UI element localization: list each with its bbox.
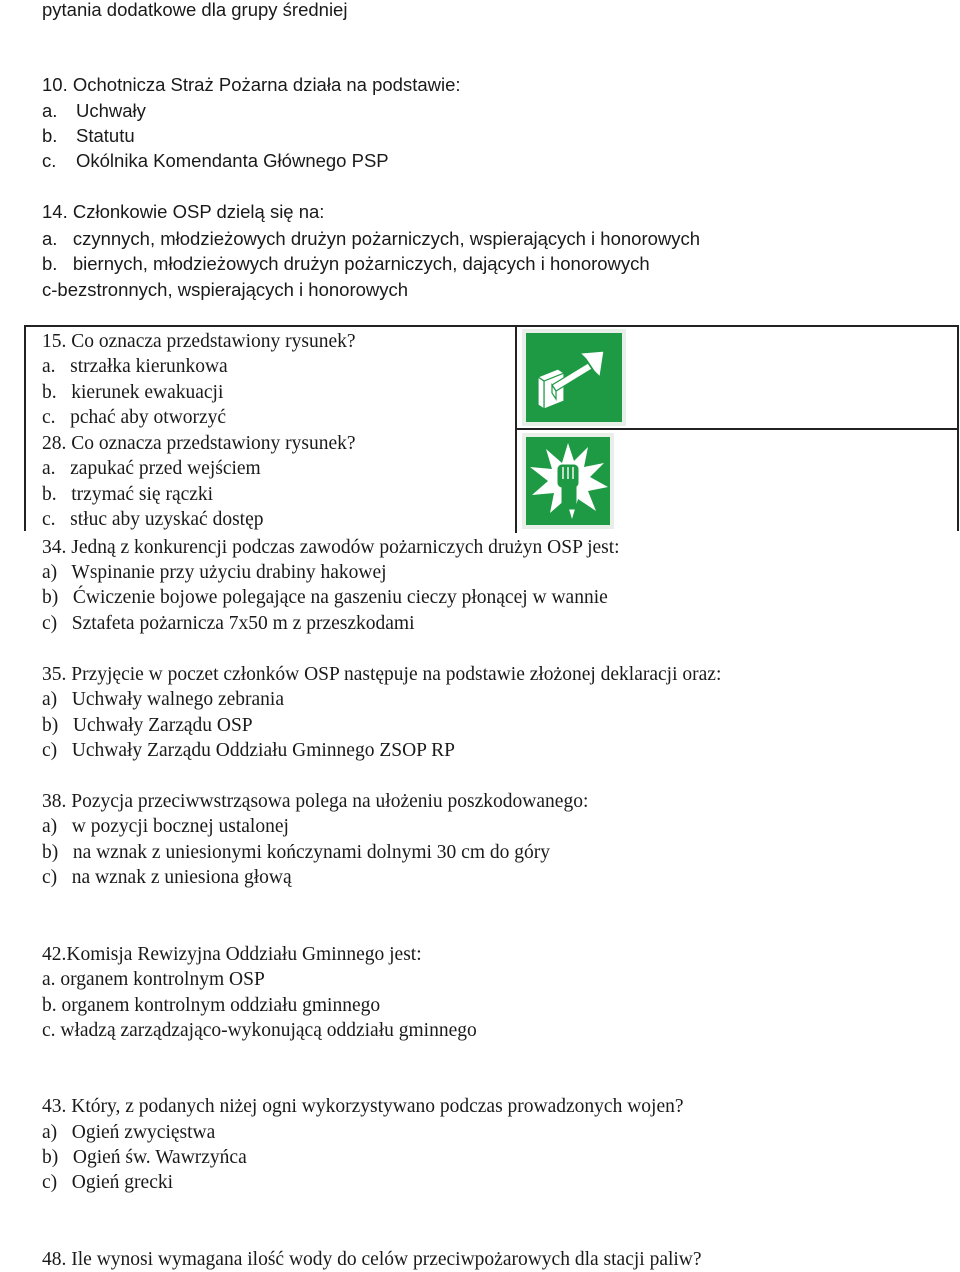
answer-15b: b. kierunek ewakuacji	[42, 382, 224, 403]
answer-28a: a. zapukać przed wejściem	[42, 458, 261, 479]
answer-35a: a) Uchwały walnego zebrania	[42, 689, 285, 710]
break-to-obtain-access-sign-icon	[522, 433, 614, 529]
answer-28c: c. stłuc aby uzyskać dostęp	[42, 509, 264, 530]
answer-35b: b) Uchwały Zarządu OSP	[42, 715, 253, 736]
answer-43c: c) Ogień grecki	[42, 1172, 174, 1193]
answer-14c: c-bezstronnych, wspierających i honorowych	[42, 279, 409, 300]
question-28: 28. Co oznacza przedstawiony rysunek?	[42, 433, 356, 454]
answer-38b: b) na wznak z uniesionymi kończynami dolnymi 30 cm do góry	[42, 842, 550, 863]
table-divider-vertical	[515, 327, 517, 533]
question-38: 38. Pozycja przeciwwstrząsowa polega na ułożeniu poszkodowanego:	[42, 791, 589, 812]
answer-34c: c) Sztafeta pożarnicza 7x50 m z przeszkodami	[42, 613, 415, 634]
question-15: 15. Co oznacza przedstawiony rysunek?	[42, 331, 356, 352]
answer-34b: b) Ćwiczenie bojowe polegające na gaszeniu cieczy płonącej w wannie	[42, 587, 608, 608]
answer-38c: c) na wznak z uniesiona głową	[42, 867, 292, 888]
answer-42a: a. organem kontrolnym OSP	[42, 969, 265, 990]
answer-43a: a) Ogień zwycięstwa	[42, 1122, 216, 1143]
answer-38a: a) w pozycji bocznej ustalonej	[42, 816, 289, 837]
question-34: 34. Jedną z konkurencji podczas zawodów pożarniczych drużyn OSP jest:	[42, 537, 620, 558]
question-42: 42.Komisja Rewizyjna Oddziału Gminnego jest:	[42, 944, 422, 965]
page-header: pytania dodatkowe dla grupy średniej	[42, 0, 348, 20]
answer-10c: c. Okólnika Komendanta Głównego PSP	[42, 150, 389, 171]
answer-14a: a. czynnych, młodzieżowych drużyn pożarniczych, wspierających i honorowych	[42, 228, 701, 249]
answer-14b: b. biernych, młodzieżowych drużyn pożarniczych, dających i honorowych	[42, 253, 650, 274]
answer-10a: a. Uchwały	[42, 100, 146, 121]
answer-43b: b) Ogień św. Wawrzyńca	[42, 1147, 247, 1168]
answer-28b: b. trzymać się rączki	[42, 484, 214, 505]
answer-15c: c. pchać aby otworzyć	[42, 407, 227, 428]
question-35: 35. Przyjęcie w poczet członków OSP następuje na podstawie złożonej deklaracji oraz:	[42, 664, 722, 685]
answer-42c: c. władzą zarządzająco-wykonującą oddziału gminnego	[42, 1020, 477, 1041]
push-to-open-sign-icon	[522, 329, 626, 426]
question-14: 14. Członkowie OSP dzielą się na:	[42, 201, 325, 222]
answer-15a: a. strzałka kierunkowa	[42, 356, 228, 377]
answer-10b: b. Statutu	[42, 125, 135, 146]
table-divider-horizontal	[515, 428, 959, 430]
answer-34a: a) Wspinanie przy użyciu drabiny hakowej	[42, 562, 387, 583]
question-43: 43. Który, z podanych niżej ogni wykorzystywano podczas prowadzonych wojen?	[42, 1096, 684, 1117]
answer-35c: c) Uchwały Zarządu Oddziału Gminnego ZSOP RP	[42, 740, 456, 761]
question-10: 10. Ochotnicza Straż Pożarna działa na podstawie:	[42, 74, 461, 95]
answer-42b: b. organem kontrolnym oddziału gminnego	[42, 995, 381, 1016]
question-48: 48. Ile wynosi wymagana ilość wody do celów przeciwpożarowych dla stacji paliw?	[42, 1249, 702, 1270]
